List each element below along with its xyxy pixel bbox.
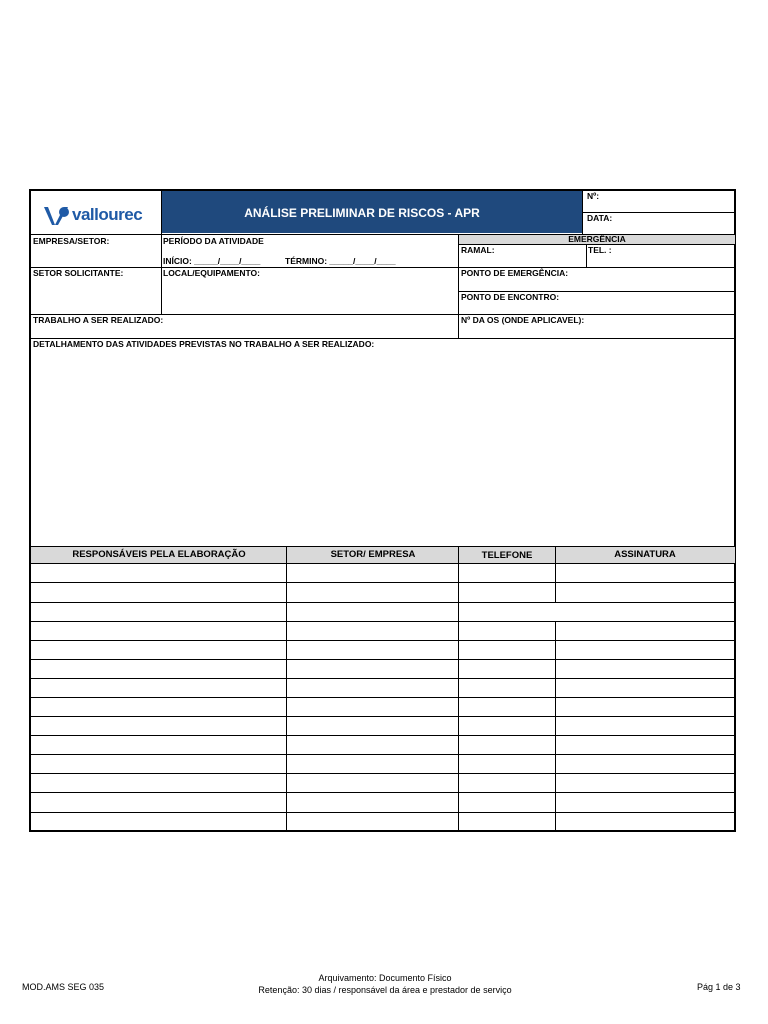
col-setor-empresa: SETOR/ EMPRESA [330,549,416,560]
ponto-encontro-label: PONTO DE ENCONTRO: [461,292,560,302]
vallourec-logo [42,203,154,229]
table-row-line [31,773,735,774]
divider [161,234,162,315]
ramal-label: RAMAL: [461,245,495,255]
divider [555,546,556,602]
table-row-line [31,640,735,641]
footer-archiving: Arquivamento: Documento Físico [318,973,452,983]
vallourec-logo-icon [42,204,72,228]
table-row-line [31,812,735,813]
tel-label: TEL. : [588,245,612,255]
inicio-label: INÍCIO: _____/____/____ [163,256,261,266]
periodo-label: PERÍODO DA ATIVIDADE [163,236,264,246]
divider [31,546,735,547]
numero-label: Nº: [587,191,600,201]
setor-solicitante-label: SETOR SOLICITANTE: [33,268,124,278]
table-row-line [31,621,735,622]
col-assinatura: ASSINATURA [614,549,676,560]
data-label: DATA: [587,213,613,223]
table-row-line [31,792,735,793]
empresa-setor-label: EMPRESA/SETOR: [33,236,110,246]
footer-retention: Retenção: 30 dias / responsável da área e prestador de serviço [258,985,512,995]
divider [286,546,287,831]
footer-page-number: Pág 1 de 3 [697,982,741,992]
table-row-line [31,678,735,679]
num-os-label: Nº DA OS (ONDE APLICAVEL): [461,315,585,325]
divider [555,621,556,831]
table-row-line [31,697,735,698]
divider [31,267,735,268]
divider [458,546,459,831]
detalhamento-label: DETALHAMENTO DAS ATIVIDADES PREVISTAS NO TRABALHO A SER REALIZADO: [33,339,375,349]
table-row-line [31,716,735,717]
table-row-line [31,659,735,660]
table-row-line [31,754,735,755]
table-row-line [31,563,735,564]
divider [586,244,587,268]
col-responsaveis: RESPONSÁVEIS PELA ELABORAÇÃO [72,549,246,560]
page-title: ANÁLISE PRELIMINAR DE RISCOS - APR [244,206,480,220]
logo-text: vallourec [72,205,143,224]
table-row-line [31,735,735,736]
trabalho-label: TRABALHO A SER REALIZADO: [33,315,164,325]
emergencia-label: EMERGÊNCIA [568,234,626,244]
local-equipamento-label: LOCAL/EQUIPAMENTO: [163,268,260,278]
divider [582,191,583,235]
table-row-line [31,582,735,583]
divider [161,191,162,235]
termino-label: TÉRMINO: _____/____/____ [285,256,396,266]
ponto-emergencia-label: PONTO DE EMERGÊNCIA: [461,268,569,278]
table-row-line [31,602,735,603]
divider [458,234,459,339]
col-telefone: TELEFONE [481,550,533,561]
footer-form-code: MOD.AMS SEG 035 [22,982,105,992]
